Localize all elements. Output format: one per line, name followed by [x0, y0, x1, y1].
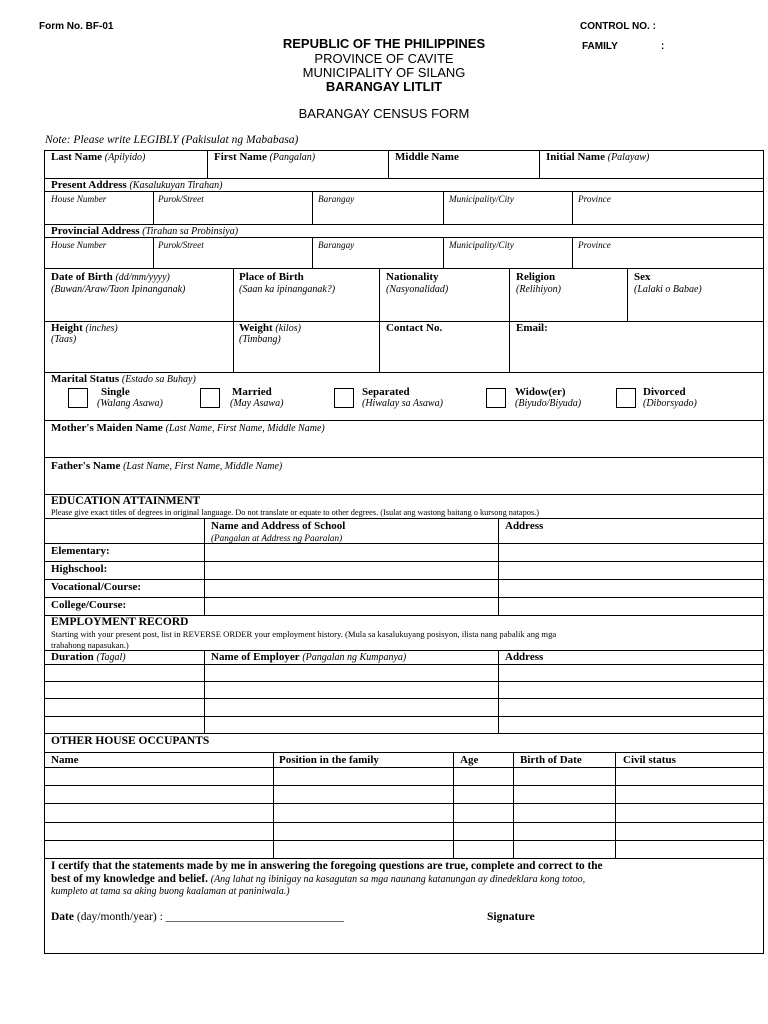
widow-translation: (Biyudo/Biyuda) — [515, 398, 582, 409]
employment-instruction-2: trabahong napasukan.) — [51, 640, 129, 650]
contact-number-label: Contact No. — [386, 322, 443, 334]
education-address-header: Address — [505, 520, 544, 532]
duration-translation: (Tagal) — [96, 652, 126, 663]
fathers-name-label: Father's Name — [51, 460, 121, 472]
present-barangay[interactable]: Barangay — [318, 194, 355, 204]
fathers-name-hint: (Last Name, First Name, Middle Name) — [123, 461, 283, 472]
single-label: Single — [101, 386, 130, 398]
municipality-heading: MUNICIPALITY OF SILANG — [302, 65, 466, 80]
present-address-label: Present Address — [51, 179, 127, 191]
first-name-label: First Name — [214, 151, 267, 163]
date-line: _______________________________ — [165, 911, 344, 923]
occupants-title: OTHER HOUSE OCCUPANTS — [51, 735, 210, 747]
initial-name-translation: (Palayaw) — [607, 152, 650, 163]
provincial-purok-street[interactable]: Purok/Street — [158, 240, 204, 250]
last-name-translation: (Apilyido) — [104, 152, 146, 163]
employment-title: EMPLOYMENT RECORD — [51, 616, 189, 628]
place-of-birth-label: Place of Birth — [239, 271, 304, 283]
date-of-birth-format: (dd/mm/yyyy) — [115, 272, 170, 283]
occupant-name-header: Name — [51, 754, 79, 766]
school-column-header: Name and Address of School — [211, 520, 346, 532]
certification-line-2: best of my knowledge and belief. — [51, 873, 208, 885]
provincial-province[interactable]: Province — [578, 240, 611, 250]
present-municipality[interactable]: Municipality/City — [449, 194, 514, 204]
married-label: Married — [232, 386, 272, 398]
email-label: Email: — [516, 322, 548, 334]
weight-translation: (Timbang) — [239, 334, 281, 345]
employment-address-header: Address — [505, 651, 544, 663]
employer-translation: (Pangalan ng Kumpanya) — [302, 652, 407, 663]
place-of-birth-translation: (Saan ka ipinanganak?) — [239, 284, 336, 295]
college-label: College/Course: — [51, 599, 127, 611]
present-purok-street[interactable]: Purok/Street — [158, 194, 204, 204]
education-instruction: Please give exact titles of degrees in original language. Do not translate or equate to other degrees. (Isulat ang wastong baitang o kursong natapos.) — [51, 508, 539, 517]
initial-name-label: Initial Name — [546, 151, 605, 163]
height-unit: (inches) — [85, 323, 118, 334]
barangay-heading: BARANGAY LITLIT — [325, 79, 443, 94]
married-translation: (May Asawa) — [230, 398, 284, 409]
provincial-address-heading — [51, 225, 238, 238]
initial-name-field[interactable] — [546, 151, 649, 164]
occupant-civil-status-header: Civil status — [623, 754, 676, 766]
republic-heading: REPUBLIC OF THE PHILIPPINES — [282, 36, 486, 51]
nationality-translation: (Nasyonalidad) — [386, 284, 449, 295]
single-checkbox[interactable] — [68, 388, 88, 408]
middle-name-label: Middle Name — [395, 151, 459, 163]
religion-label: Religion — [516, 271, 556, 283]
divorced-label: Divorced — [643, 386, 686, 398]
family-colon: : — [661, 41, 665, 52]
control-number-label: CONTROL NO. : — [580, 21, 656, 32]
last-name-field[interactable] — [51, 151, 145, 164]
nationality-label: Nationality — [386, 271, 439, 283]
date-of-birth-label: Date of Birth — [51, 271, 113, 283]
weight-label: Weight — [239, 322, 273, 334]
fathers-name-field[interactable] — [51, 460, 282, 473]
present-address-heading — [51, 179, 223, 192]
provincial-address-label: Provincial Address — [51, 225, 140, 237]
mothers-maiden-name-label: Mother's Maiden Name — [51, 422, 163, 434]
date-field[interactable] — [51, 911, 344, 923]
marital-status-translation: (Estado sa Buhay) — [121, 374, 196, 385]
mothers-maiden-name-field[interactable] — [51, 422, 325, 435]
present-house-number[interactable]: House Number — [51, 194, 107, 204]
occupant-age-header: Age — [460, 754, 479, 766]
height-label: Height — [51, 322, 83, 334]
last-name-label: Last Name — [51, 151, 103, 163]
weight-unit: (kilos) — [275, 323, 301, 334]
certification-translation-1: (Ang lahat ng ibinigay na kasagutan sa mga naunang katanungan ay dinedeklara kong totoo, — [210, 874, 586, 885]
occupant-birthdate-header: Birth of Date — [520, 754, 582, 766]
elementary-label: Elementary: — [51, 545, 110, 557]
family-label: FAMILY — [582, 41, 618, 52]
certification-line-2-row — [51, 873, 585, 886]
widow-checkbox[interactable] — [486, 388, 506, 408]
first-name-field[interactable] — [214, 151, 315, 164]
provincial-house-number[interactable]: House Number — [51, 240, 107, 250]
employer-column-header — [211, 651, 406, 664]
present-province[interactable]: Province — [578, 194, 611, 204]
sex-label: Sex — [634, 271, 651, 283]
vocational-label: Vocational/Course: — [51, 581, 142, 593]
employment-instruction-1: Starting with your present post, list in REVERSE ORDER your employment history. (Mula sa kasalukuyang posisyon, ilista nang pabalik ang mga — [51, 629, 557, 639]
certification-translation-2: kumpleto at tama sa aking buong kaalaman at paniniwala.) — [51, 886, 290, 897]
form-number: Form No. BF-01 — [39, 21, 114, 32]
certification-line-1: I certify that the statements made by me in answering the foregoing questions are true, complete and correct to the — [51, 860, 603, 872]
education-title: EDUCATION ATTAINMENT — [51, 495, 201, 507]
form-title: BARANGAY CENSUS FORM — [298, 106, 470, 121]
height-translation: (Taas) — [51, 334, 77, 345]
date-format: (day/month/year) : — [76, 911, 163, 923]
employer-label: Name of Employer — [211, 651, 300, 663]
separated-translation: (Hiwalay sa Asawa) — [362, 398, 443, 409]
signature-label: Signature — [487, 911, 535, 923]
date-label: Date — [51, 911, 74, 923]
present-address-translation: (Kasalukuyan Tirahan) — [129, 180, 223, 191]
sex-translation: (Lalaki o Babae) — [634, 284, 702, 295]
divorced-translation: (Diborsyado) — [643, 398, 697, 409]
separated-checkbox[interactable] — [334, 388, 354, 408]
mothers-maiden-name-hint: (Last Name, First Name, Middle Name) — [165, 423, 325, 434]
duration-column-header — [51, 651, 126, 664]
religion-translation: (Relihiyon) — [516, 284, 561, 295]
note: Note: Please write LEGIBLY (Pakisulat ng Mababasa) — [45, 134, 299, 146]
first-name-translation: (Pangalan) — [269, 152, 316, 163]
marital-status-label: Marital Status — [51, 373, 120, 385]
province-heading: PROVINCE OF CAVITE — [314, 51, 454, 66]
widow-label: Widow(er) — [515, 386, 566, 398]
school-column-translation: (Pangalan at Address ng Paaralan) — [211, 533, 343, 543]
separated-label: Separated — [362, 386, 410, 398]
date-of-birth-field[interactable] — [51, 271, 170, 284]
date-of-birth-translation: (Buwan/Araw/Taon Ipinanganak) — [51, 284, 186, 295]
highschool-label: Highschool: — [51, 563, 108, 575]
duration-label: Duration — [51, 651, 94, 663]
provincial-barangay[interactable]: Barangay — [318, 240, 355, 250]
marital-status-heading — [51, 373, 196, 386]
provincial-municipality[interactable]: Municipality/City — [449, 240, 514, 250]
provincial-address-translation: (Tirahan sa Probinsiya) — [142, 226, 239, 237]
divorced-checkbox[interactable] — [616, 388, 636, 408]
married-checkbox[interactable] — [200, 388, 220, 408]
occupant-position-header: Position in the family — [279, 754, 379, 766]
single-translation: (Walang Asawa) — [97, 398, 163, 409]
